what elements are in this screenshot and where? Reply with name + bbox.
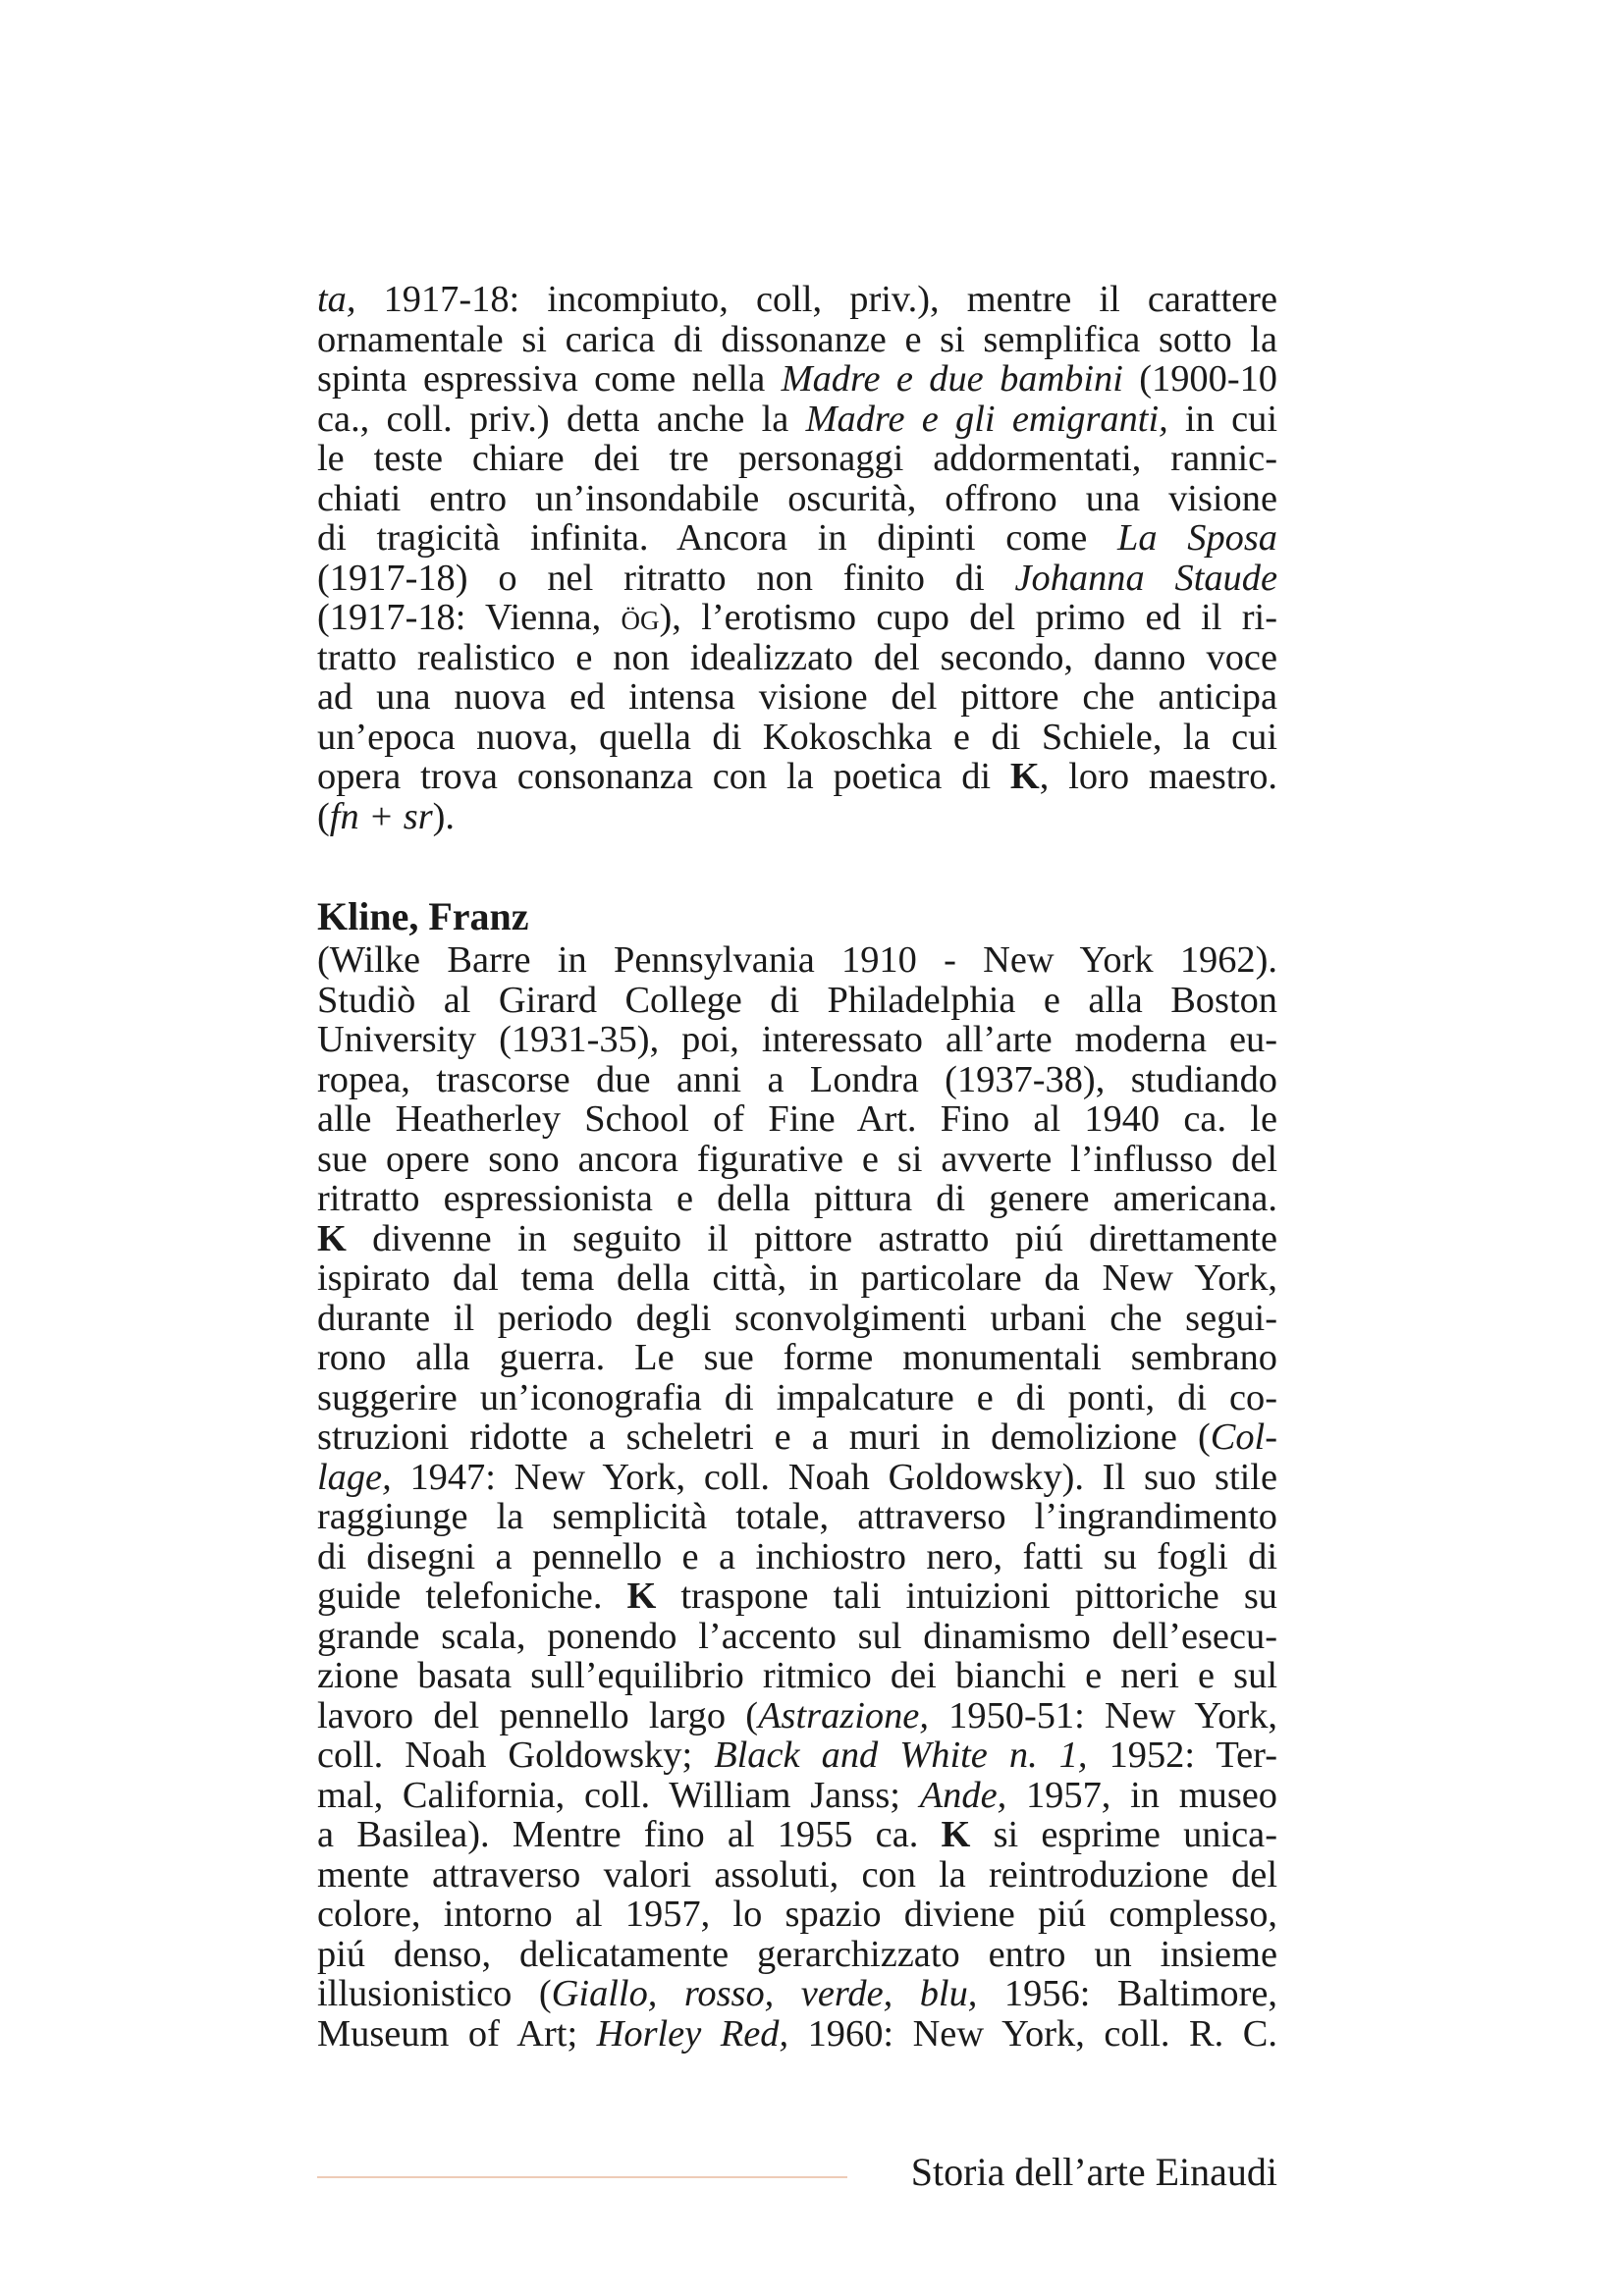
text-line xyxy=(317,280,1277,320)
text-line xyxy=(317,559,1277,599)
text-line xyxy=(317,1020,1277,1060)
text-line xyxy=(317,1537,1277,1577)
italic-title: Johanna Staude xyxy=(1014,557,1277,599)
text-run: (1917-18) o nel ritratto non finito di xyxy=(317,557,1015,599)
text-run: le teste chiare dei tre personaggi addormentati, rannic- xyxy=(317,438,1277,479)
text-run: ispirato dal tema della città, in particolare da New York, xyxy=(317,1257,1277,1299)
text-line xyxy=(317,1974,1277,2014)
text-line xyxy=(317,1815,1277,1855)
bold-abbreviation: K xyxy=(941,1814,971,1855)
text-run: ritratto espressionista e della pittura di genere americana. xyxy=(317,1178,1277,1219)
text-run: guide telefoniche. xyxy=(317,1575,627,1617)
text-run: in cui xyxy=(1167,398,1278,440)
text-line xyxy=(317,1417,1277,1458)
text-run: chiati entro un’insondabile oscurità, offrono una visione xyxy=(317,477,1277,519)
text-run: University (1931-35), poi, interessato all’arte moderna eu- xyxy=(317,1019,1277,1060)
text-line xyxy=(317,1617,1277,1657)
footer-publication-title: Storia dell’arte Einaudi xyxy=(910,2150,1277,2194)
text-line xyxy=(317,598,1277,638)
text-line xyxy=(317,439,1277,479)
italic-title: Ande, xyxy=(919,1774,1007,1816)
previous-entry-continuation xyxy=(317,280,1277,836)
text-run: illusionistico ( xyxy=(317,1973,552,2014)
text-run: un’epoca nuova, quella di Kokoschka e di Schiele, la cui xyxy=(317,716,1277,758)
text-run: alle Heatherley School of Fine Art. Fino al 1940 ca. le xyxy=(317,1098,1277,1140)
text-line xyxy=(317,1140,1277,1180)
text-run: ca., coll. priv.) detta anche la xyxy=(317,398,806,440)
text-column xyxy=(317,280,1277,2054)
text-run: ( xyxy=(317,795,330,837)
text-line xyxy=(317,1179,1277,1219)
text-run: struzioni ridotte a scheletri e a muri in demolizione ( xyxy=(317,1416,1211,1458)
text-line xyxy=(317,1338,1277,1378)
italic-title: La Sposa xyxy=(1117,517,1277,559)
text-line xyxy=(317,400,1277,440)
text-line xyxy=(317,1776,1277,1816)
text-line xyxy=(317,479,1277,519)
text-run: ornamentale si carica di dissonanze e si semplifica sotto la xyxy=(317,318,1277,360)
text-run: raggiunge la semplicità totale, attraverso l’ingrandimento xyxy=(317,1496,1277,1537)
italic-title: Madre e gli emigranti, xyxy=(805,398,1168,440)
text-run: ), l’erotismo cupo del primo ed il ri- xyxy=(659,597,1277,638)
text-run: (1900-10 xyxy=(1122,358,1277,400)
text-run: piú denso, delicatamente gerarchizzato entro un insieme xyxy=(317,1933,1277,1975)
text-run: 1917-18: incompiuto, coll, priv.), mentre il carattere xyxy=(355,279,1277,320)
bold-abbreviation: K xyxy=(626,1575,657,1617)
text-run: Museum of Art; xyxy=(317,2012,597,2055)
text-run: 1957, in museo xyxy=(1006,1774,1278,1816)
text-line xyxy=(317,320,1277,360)
text-run: coll. Noah Goldowsky; xyxy=(317,1735,715,1776)
text-run: a Basilea). Mentre fino al 1955 ca. xyxy=(317,1814,942,1855)
italic-title: Giallo, rosso, verde, blu, xyxy=(551,1973,978,2014)
text-run: rono alla guerra. Le sue forme monumentali sembrano xyxy=(317,1337,1277,1378)
text-run: Studiò al Girard College di Philadelphia e alla Boston xyxy=(317,979,1277,1021)
text-line xyxy=(317,1458,1277,1498)
text-run: divenne in seguito il pittore astratto piú direttamente xyxy=(346,1217,1277,1259)
text-line xyxy=(317,940,1277,981)
text-run: spinta espressiva come nella xyxy=(317,358,782,400)
text-line xyxy=(317,1378,1277,1418)
text-run: 1947: New York, coll. Noah Goldowsky). Il suo stile xyxy=(391,1456,1277,1498)
italic-title: ta, xyxy=(317,279,356,320)
text-run: 1956: Baltimore, xyxy=(977,1973,1278,2014)
text-line xyxy=(317,1935,1277,1975)
text-run: 1950-51: New York, xyxy=(928,1694,1277,1736)
text-line xyxy=(317,2014,1277,2055)
text-run: suggerire un’iconografia di impalcature e di ponti, di co- xyxy=(317,1376,1277,1418)
text-run: (1917-18: Vienna, xyxy=(317,597,622,638)
text-run: 1960: New York, coll. R. C. xyxy=(788,2012,1277,2055)
text-line xyxy=(317,757,1277,797)
text-line xyxy=(317,1299,1277,1339)
text-run: opera trova consonanza con la poetica di xyxy=(317,756,1010,797)
text-line xyxy=(317,1656,1277,1696)
text-line xyxy=(317,1895,1277,1935)
text-line xyxy=(317,359,1277,400)
italic-title: Astrazione, xyxy=(758,1694,929,1736)
text-line xyxy=(317,1060,1277,1100)
italic-title: fn + sr xyxy=(329,795,433,837)
text-run: lavoro del pennello largo ( xyxy=(317,1694,759,1736)
text-line xyxy=(317,1696,1277,1736)
footer-rule xyxy=(317,2176,847,2178)
text-run: , loro maestro. xyxy=(1039,756,1277,797)
italic-title: Black and White n. 1, xyxy=(714,1735,1088,1776)
text-run: traspone tali intuizioni pittoriche su xyxy=(656,1575,1277,1617)
text-run: si esprime unica- xyxy=(970,1814,1277,1855)
italic-title: lage, xyxy=(317,1456,392,1498)
italic-title: Col- xyxy=(1210,1416,1277,1458)
text-run: di tragicità infinita. Ancora in dipinti come xyxy=(317,517,1118,559)
text-run: (Wilke Barre in Pennsylvania 1910 - New York 1962). xyxy=(317,939,1277,981)
text-line xyxy=(317,718,1277,758)
text-run: ad una nuova ed intensa visione del pittore che anticipa xyxy=(317,676,1277,718)
text-run: ). xyxy=(432,795,456,837)
text-line xyxy=(317,981,1277,1021)
text-line xyxy=(317,1497,1277,1537)
text-line xyxy=(317,1258,1277,1299)
text-run: tratto realistico e non idealizzato del secondo, danno voce xyxy=(317,636,1277,678)
text-run: durante il periodo degli sconvolgimenti urbani che segui- xyxy=(317,1297,1277,1339)
text-run: mal, California, coll. William Janss; xyxy=(317,1774,920,1816)
bold-abbreviation: K xyxy=(1009,756,1040,797)
text-line xyxy=(317,1099,1277,1140)
text-run: colore, intorno al 1957, lo spazio diviene piú complesso, xyxy=(317,1894,1277,1935)
text-run: grande scala, ponendo l’accento sul dinamismo dell’esecu- xyxy=(317,1615,1277,1657)
text-run: ög xyxy=(621,597,660,638)
text-run: zione basata sull’equilibrio ritmico dei bianchi e neri e sul xyxy=(317,1655,1277,1696)
text-run: mente attraverso valori assoluti, con la reintroduzione del xyxy=(317,1853,1277,1896)
page-footer xyxy=(317,2150,1277,2195)
italic-title: Madre e due bambini xyxy=(781,358,1123,400)
text-run: sue opere sono ancora figurative e si avverte l’influsso del xyxy=(317,1138,1277,1180)
text-line xyxy=(317,638,1277,678)
entry-body xyxy=(317,940,1277,2054)
text-line xyxy=(317,677,1277,718)
text-line xyxy=(317,1855,1277,1896)
text-line xyxy=(317,1735,1277,1776)
bold-abbreviation: K xyxy=(317,1217,347,1259)
text-line xyxy=(317,1219,1277,1259)
italic-title: Horley Red, xyxy=(596,2012,789,2055)
text-line xyxy=(317,1576,1277,1617)
entry-title: Kline, Franz xyxy=(317,894,529,938)
text-run: 1952: Ter- xyxy=(1087,1735,1277,1776)
text-run: ropea, trascorse due anni a Londra (1937-38), studiando xyxy=(317,1058,1277,1100)
text-line xyxy=(317,797,1277,837)
text-line xyxy=(317,518,1277,559)
text-run: di disegni a pennello e a inchiostro nero, fatti su fogli di xyxy=(317,1535,1277,1577)
